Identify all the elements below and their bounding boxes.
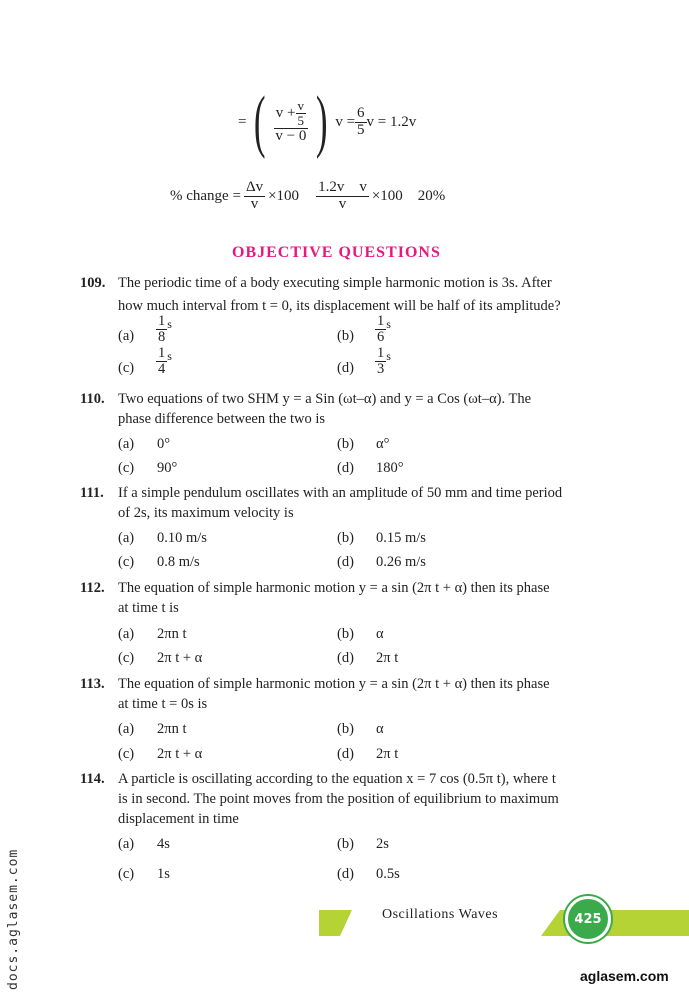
option-label: (a) <box>118 836 135 852</box>
question-text-line: of 2s, its maximum velocity is <box>118 505 294 521</box>
option-label: (d) <box>337 360 354 376</box>
question-text-line: displacement in time <box>118 811 239 827</box>
option-label: (c) <box>118 460 135 476</box>
option-label: (c) <box>118 746 135 762</box>
paren-open: ( <box>254 83 266 160</box>
option-fraction <box>156 314 172 345</box>
right-band-shape <box>541 910 689 936</box>
fraction-num: 1 <box>377 313 385 329</box>
question-number: 110. <box>80 391 105 407</box>
option-value: α° <box>376 436 390 452</box>
question-text-line: The equation of simple harmonic motion y = a sin (2π t + α) then its phase <box>118 676 550 692</box>
option-label: (d) <box>337 746 354 762</box>
frac-num: 1.2v v <box>318 179 367 195</box>
frac-num: Δv <box>245 179 264 195</box>
option-fraction <box>156 346 172 377</box>
option-label: (a) <box>118 328 135 344</box>
option-label: (b) <box>337 626 354 642</box>
option-value: α <box>376 721 384 737</box>
option-value: 0.5s <box>376 866 400 882</box>
fraction-num: 1 <box>158 345 166 361</box>
question-number: 109. <box>80 275 106 291</box>
option-label: (b) <box>337 530 354 546</box>
option-value: 2π t <box>376 746 399 762</box>
question-number: 113. <box>80 676 105 692</box>
option-value: 2π t + α <box>157 746 203 762</box>
option-label: (c) <box>118 554 135 570</box>
site-watermark: aglasem.com <box>580 968 669 984</box>
option-label: (c) <box>118 360 135 376</box>
fraction-unit: s <box>386 317 391 332</box>
fraction-unit: s <box>167 349 172 364</box>
equation-velocity-ratio <box>238 82 416 162</box>
option-label: (c) <box>118 650 135 666</box>
paren-close: ) <box>315 83 328 160</box>
option-value: 2πn t <box>157 626 187 642</box>
option-label: (d) <box>337 866 354 882</box>
fraction-den: 8 <box>158 329 166 346</box>
inner-den: 5 <box>297 113 304 129</box>
fraction-unit: s <box>386 349 391 364</box>
option-fraction <box>375 346 391 377</box>
option-value: α <box>376 626 384 642</box>
eq-label: % change = <box>170 187 241 204</box>
option-value: 2π t + α <box>157 650 203 666</box>
option-value: 180° <box>376 460 404 476</box>
eq-sign: = <box>238 113 247 130</box>
equation-percent-change <box>170 180 445 213</box>
option-value: 4s <box>157 836 170 852</box>
fraction-den: 4 <box>158 361 166 378</box>
question-text-line: phase difference between the two is <box>118 411 326 427</box>
eq-tail: v = 1.2v <box>366 113 417 130</box>
option-label: (c) <box>118 866 135 882</box>
option-label: (b) <box>337 836 354 852</box>
fraction-den: 6 <box>377 329 385 346</box>
option-value: 1s <box>157 866 170 882</box>
frac-den: v <box>338 195 347 212</box>
question-text-line: at time t is <box>118 600 179 616</box>
question-text-line: The periodic time of a body executing simple harmonic motion is 3s. After <box>118 275 552 291</box>
question-text-line: A particle is oscillating according to the equation x = 7 cos (0.5π t), where t <box>118 771 556 787</box>
option-label: (a) <box>118 530 135 546</box>
side-url: docs.aglasem.com <box>6 848 21 990</box>
fraction <box>375 346 386 377</box>
eq-rest: v = <box>335 113 356 130</box>
option-label: (a) <box>118 436 135 452</box>
denominator-text: v − 0 <box>275 127 307 144</box>
fraction <box>375 314 386 345</box>
fraction-unit: s <box>167 317 172 332</box>
option-value: 0.8 m/s <box>157 554 200 570</box>
question-number: 114. <box>80 771 105 787</box>
option-label: (b) <box>337 328 354 344</box>
option-label: (d) <box>337 460 354 476</box>
option-value: 2π t <box>376 650 399 666</box>
question-text-line: If a simple pendulum oscillates with an amplitude of 50 mm and time period <box>118 485 563 501</box>
question-text-line: at time t = 0s is <box>118 696 208 712</box>
option-label: (b) <box>337 721 354 737</box>
section-heading: OBJECTIVE QUESTIONS <box>232 244 441 261</box>
option-value: 0.15 m/s <box>376 530 426 546</box>
fraction-num: 1 <box>158 313 166 329</box>
frac-num: 6 <box>357 104 365 121</box>
left-band-shape <box>319 910 352 936</box>
question-number: 111. <box>80 485 104 501</box>
eq-times: ×100 20% <box>371 187 446 204</box>
question-number: 112. <box>80 580 105 596</box>
fraction-num: 1 <box>377 345 385 361</box>
option-label: (d) <box>337 650 354 666</box>
option-value: 0.26 m/s <box>376 554 426 570</box>
option-fraction <box>375 314 391 345</box>
option-value: 2s <box>376 836 389 852</box>
page-number-badge: 425 <box>565 896 611 942</box>
option-label: (a) <box>118 626 135 642</box>
question-text-line: Two equations of two SHM y = a Sin (ωt–α) and y = a Cos (ωt–α). The <box>118 391 532 407</box>
option-label: (d) <box>337 554 354 570</box>
option-value: 2πn t <box>157 721 187 737</box>
fraction <box>156 314 167 345</box>
frac-den: 5 <box>357 121 365 138</box>
big-fraction <box>274 99 308 144</box>
fraction-den: 3 <box>377 361 385 378</box>
numerator-text: v + <box>275 104 296 121</box>
inner-num: v <box>297 98 304 114</box>
option-value: 0.10 m/s <box>157 530 207 546</box>
frac-den: v <box>250 195 259 212</box>
option-value: 0° <box>157 436 171 452</box>
chapter-title: Oscillations Waves <box>382 907 499 922</box>
question-text-line: is in second. The point moves from the position of equilibrium to maximum <box>118 791 559 807</box>
question-text-line: how much interval from t = 0, its displacement will be half of its amplitude? <box>118 298 561 314</box>
eq-times: ×100 <box>268 187 300 204</box>
question-text-line: The equation of simple harmonic motion y = a sin (2π t + α) then its phase <box>118 580 550 596</box>
option-value: 90° <box>157 460 178 476</box>
fraction <box>156 346 167 377</box>
option-label: (a) <box>118 721 135 737</box>
option-label: (b) <box>337 436 354 452</box>
